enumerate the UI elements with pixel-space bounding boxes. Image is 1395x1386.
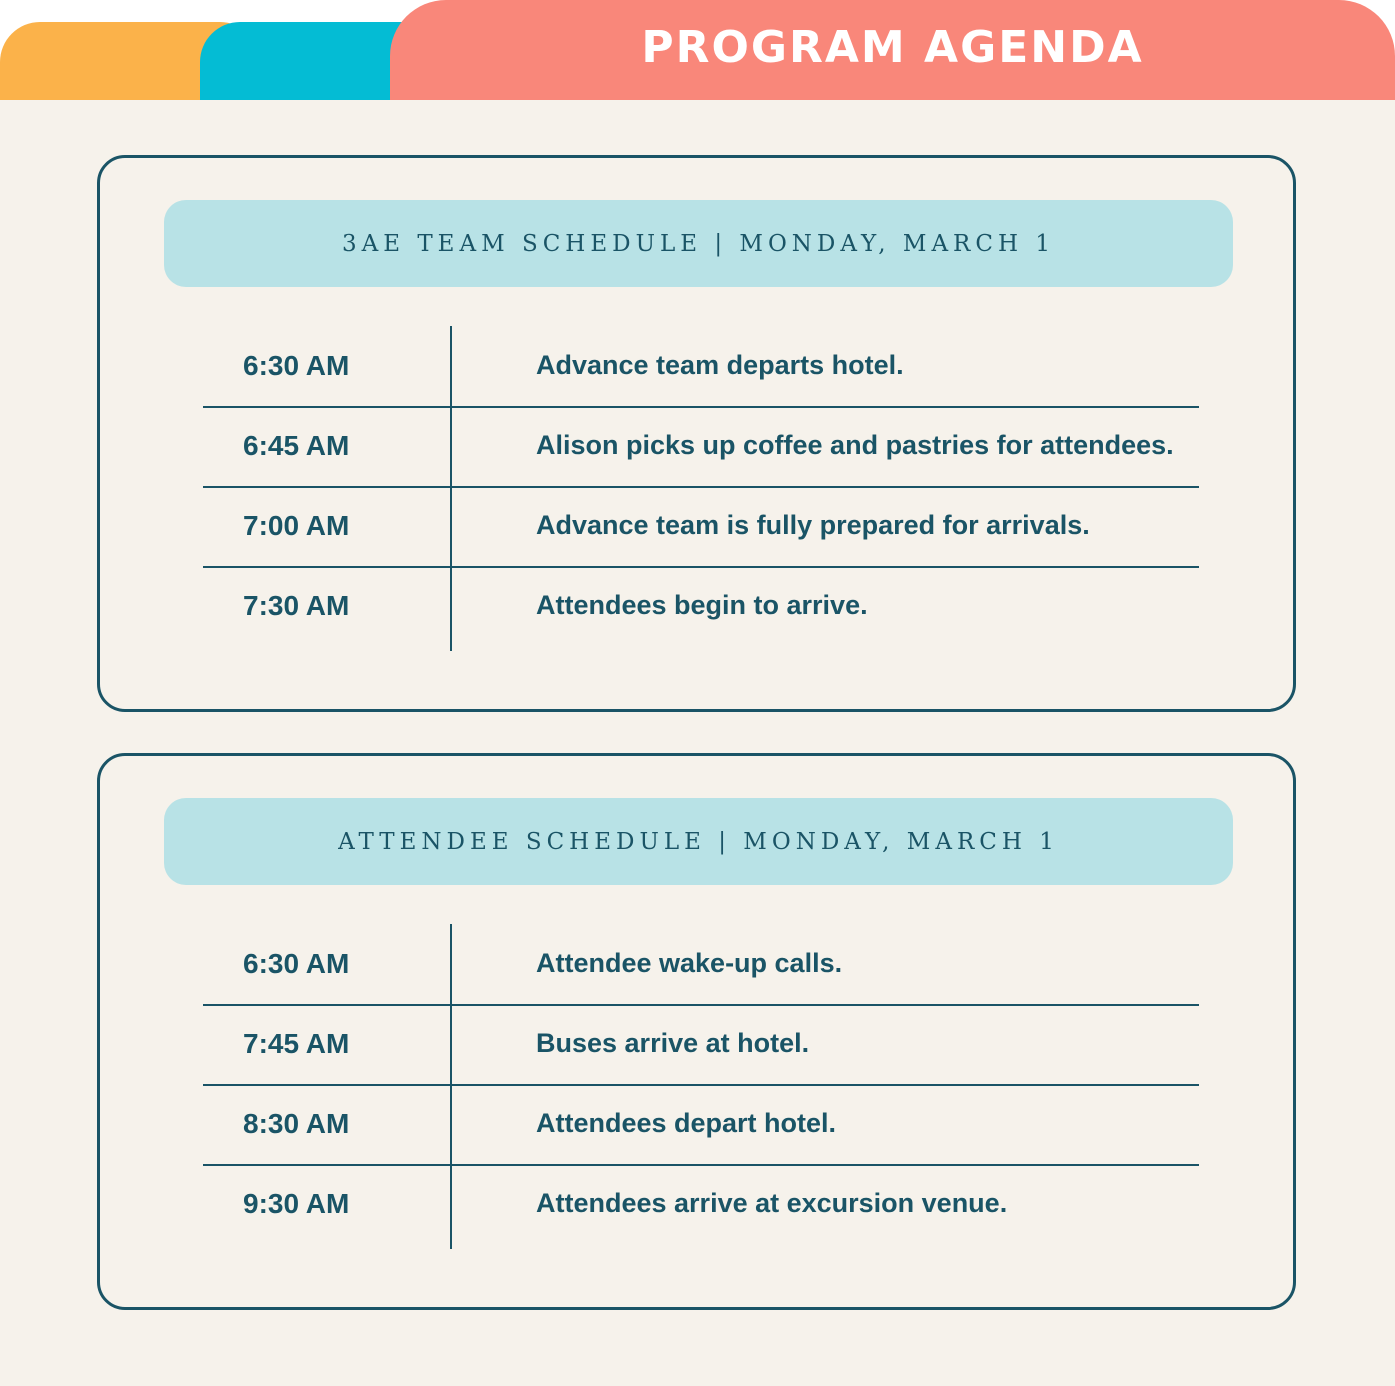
row-description: Buses arrive at hotel. (536, 1028, 810, 1058)
agenda-title-tab (390, 0, 1395, 100)
table-row (203, 924, 1199, 1006)
row-description: Attendees depart hotel. (536, 1108, 837, 1138)
row-description: Advance team departs hotel. (536, 350, 904, 380)
row-description: Alison picks up coffee and pastries for attendees. (536, 430, 1174, 460)
attendee-schedule-table (203, 924, 1199, 1249)
team-schedule-heading: 3AE TEAM SCHEDULE | MONDAY, MARCH 1 (164, 200, 1233, 287)
row-time: 7:00 AM (243, 510, 350, 541)
row-time: 6:30 AM (243, 350, 350, 381)
table-row (203, 1006, 1199, 1086)
table-row (203, 1086, 1199, 1166)
table-row (203, 326, 1199, 408)
row-time: 6:30 AM (243, 948, 350, 979)
row-time: 6:45 AM (243, 430, 350, 461)
attendee-schedule-card (97, 753, 1296, 1310)
team-schedule-table (203, 326, 1199, 651)
attendee-schedule-heading: ATTENDEE SCHEDULE | MONDAY, MARCH 1 (164, 798, 1233, 885)
team-schedule-card (97, 155, 1296, 712)
row-time: 7:30 AM (243, 590, 350, 621)
row-description: Attendee wake-up calls. (536, 948, 843, 978)
row-time: 7:45 AM (243, 1028, 350, 1059)
row-description: Advance team is fully prepared for arrivals. (536, 510, 1090, 540)
table-row (203, 1166, 1199, 1249)
table-row (203, 568, 1199, 651)
table-row (203, 408, 1199, 488)
row-description: Attendees begin to arrive. (536, 590, 868, 620)
row-description: Attendees arrive at excursion venue. (536, 1188, 1008, 1218)
row-time: 9:30 AM (243, 1188, 350, 1219)
row-time: 8:30 AM (243, 1108, 350, 1139)
page-title: PROGRAM AGENDA (641, 22, 1144, 73)
table-row (203, 488, 1199, 568)
